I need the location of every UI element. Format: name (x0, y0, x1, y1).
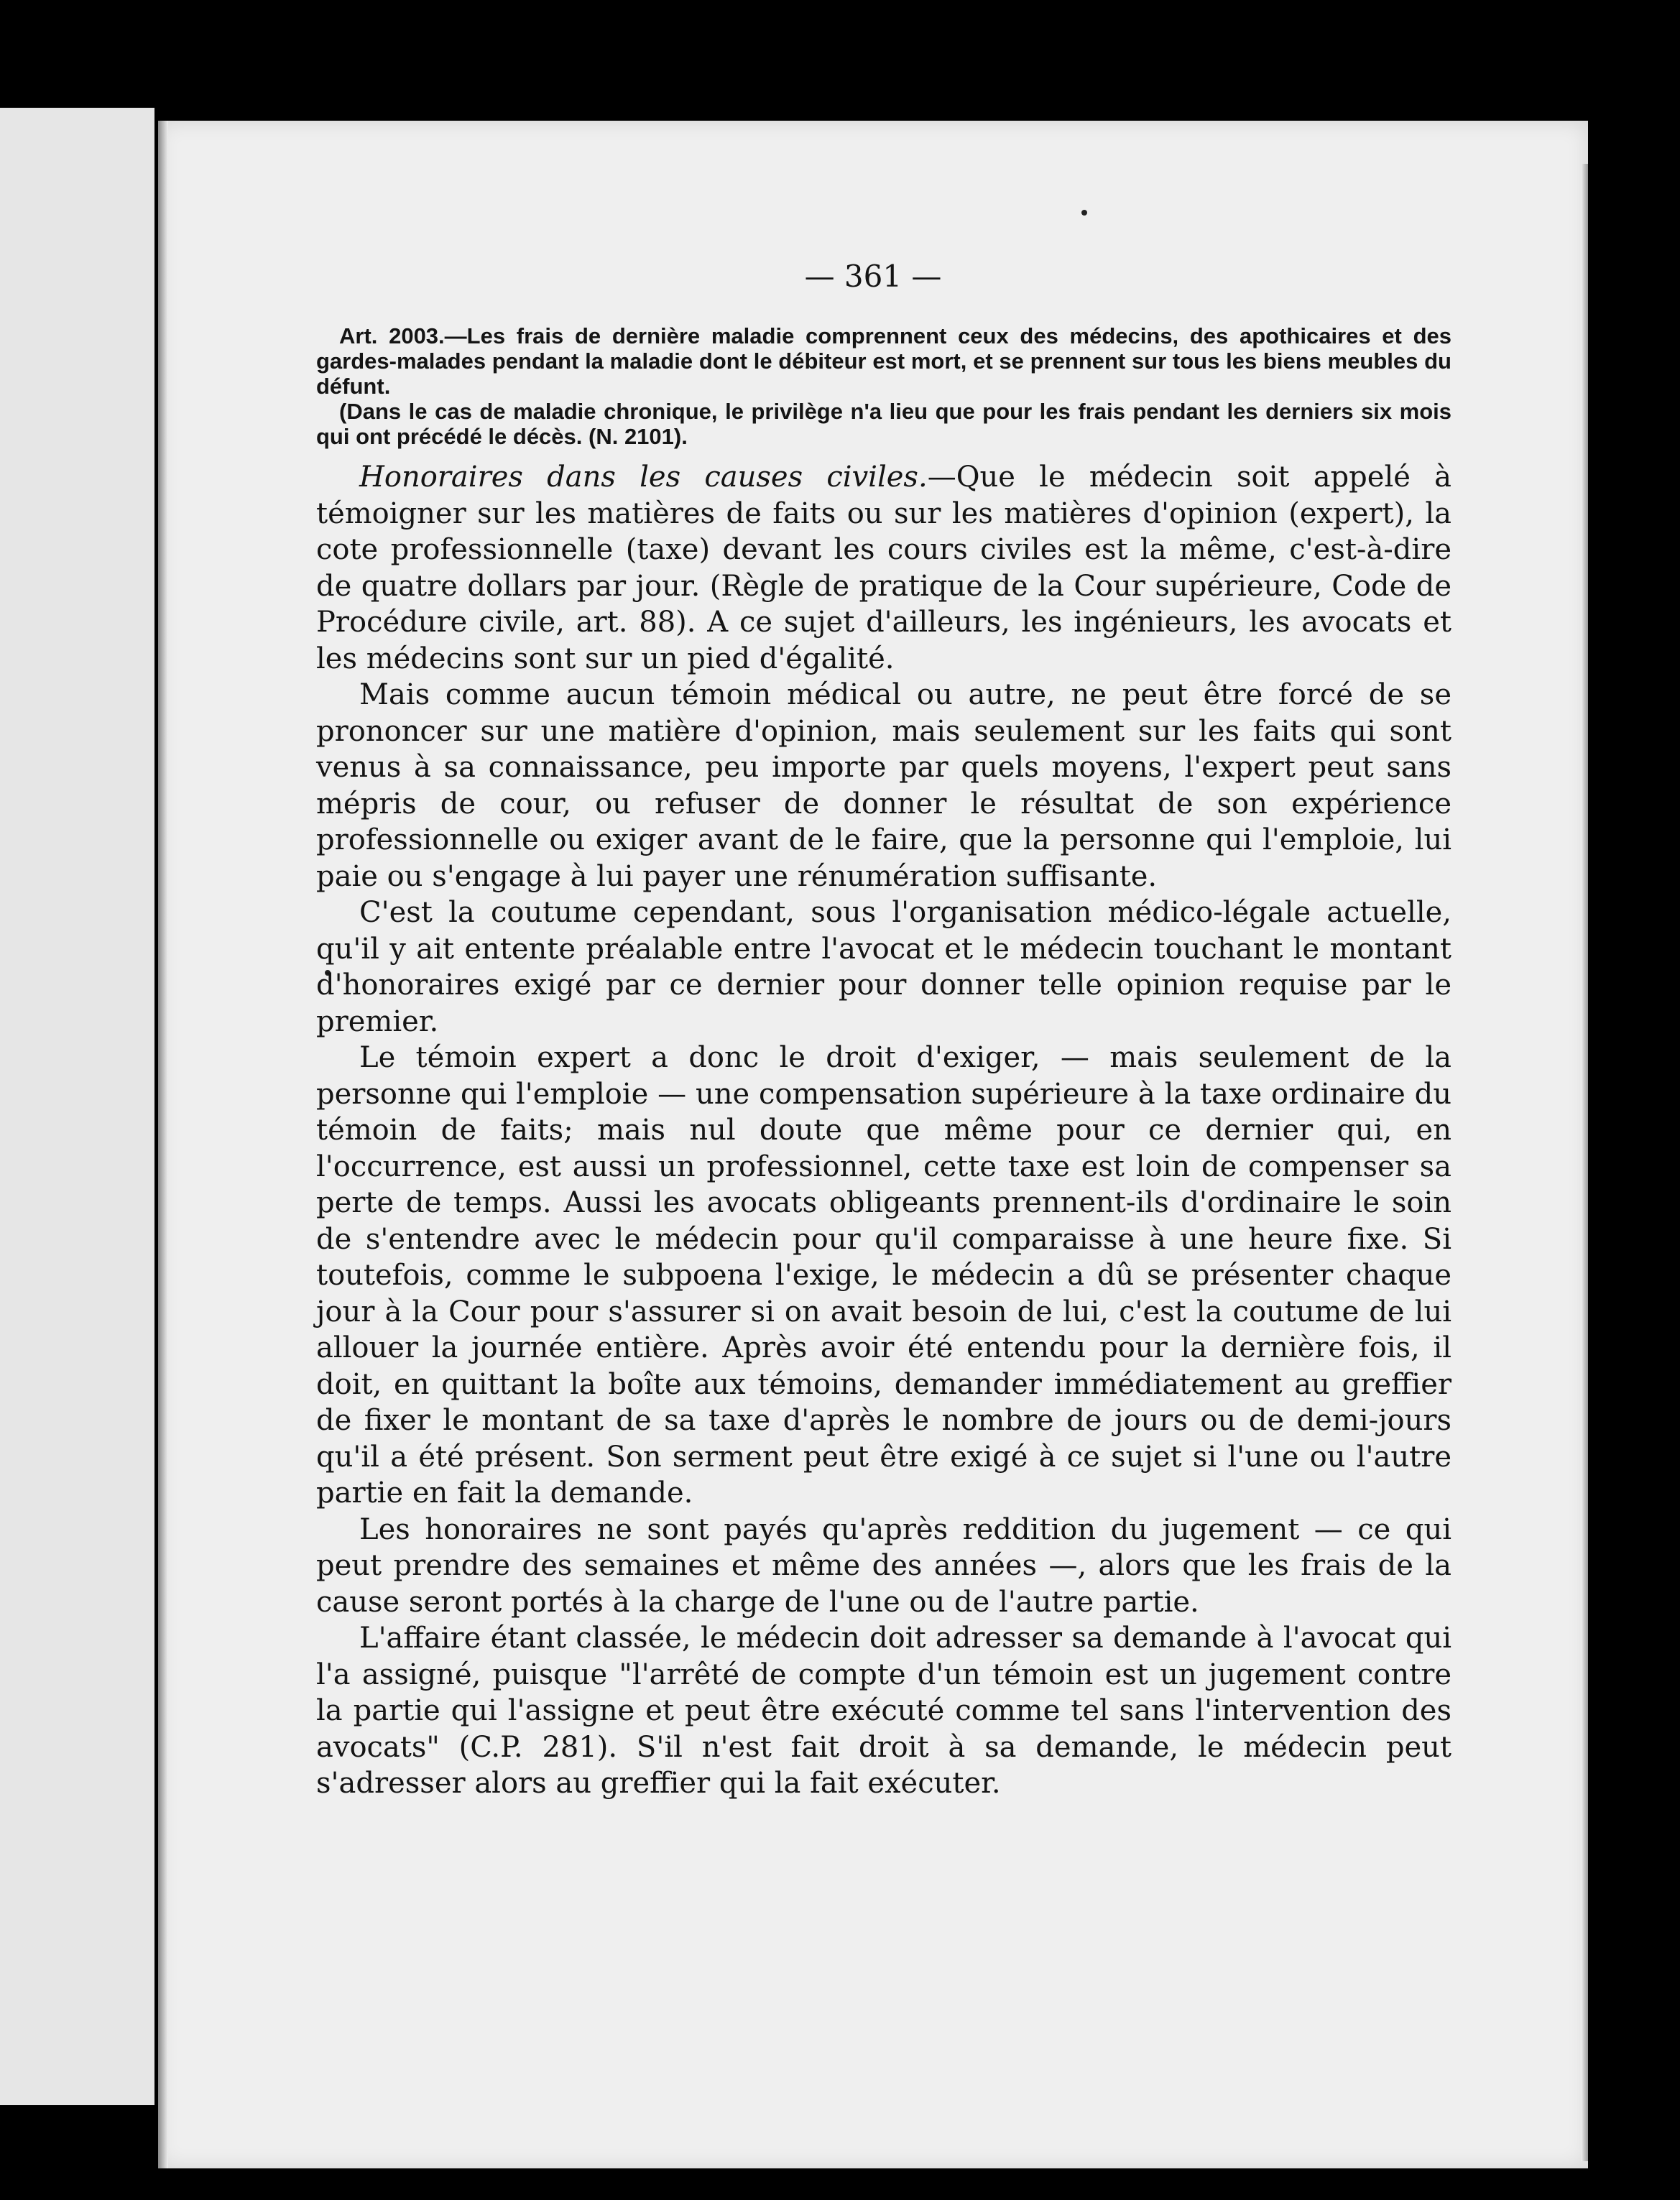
article-2003: Art. 2003.—Les frais de dernière maladie comprennent ceux des médecins, des apothicaires et des gardes-malades pendant la maladie dont le débiteur est mort, et se prennent sur tous les biens meubles du défunt. (316, 323, 1451, 399)
speck-mark (1081, 210, 1087, 216)
paragraph-honoraires (316, 459, 1451, 677)
paragraph-text: —Que le médecin soit appelé à témoigner sur les matières de faits ou sur les matières d'opinion (expert), la cote professionnelle (taxe) devant les cours civiles est la même, c'est-à-dire de quatre dollars par jour. (Règle de pratique de la Cour supérieure, Code de Procédure civile, art. 88). A ce sujet d'ailleurs, les ingénieurs, les avocats et les médecins sont sur un pied d'égalité. (316, 461, 1452, 675)
paragraph-coutume: C'est la coutume cependant, sous l'organisation médico-légale actuelle, qu'il y ait entente préalable entre l'avocat et le médecin touchant le montant d'honoraires exigé par ce dernier pour donner telle opinion requise par le premier. (316, 896, 1451, 1038)
article-note: (Dans le cas de maladie chronique, le privilège n'a lieu que pour les frais pendant les derniers six mois qui ont précédé le décès. (N. 2101). (316, 399, 1451, 449)
page-gutter-shadow (158, 121, 168, 2168)
page-right-edge (1581, 164, 1588, 2161)
left-page-edge (0, 108, 154, 2105)
page-text (316, 323, 1451, 1802)
page-number: — 361 — (804, 259, 942, 294)
paragraph-temoin-medical: Mais comme aucun témoin médical ou autre, ne peut être forcé de se prononcer sur une matière d'opinion, mais seulement sur les faits qui sont venus à sa connaissance, peu importe par quels moyens, l'expert peut sans mépris de cour, ou refuser de donner le résultat de son expérience professionnelle ou exiger avant de le faire, que la personne qui l'emploie, lui paie ou s'engage à lui payer une rénumération suffisante. (316, 678, 1451, 893)
paragraph-affaire-classee: L'affaire étant classée, le médecin doit adresser sa demande à l'avocat qui l'a assigné, puisque "l'arrêté de compte d'un témoin est un jugement contre la partie qui l'assigne et peut être exécuté comme tel sans l'intervention des avocats" (C.P. 281). S'il n'est fait droit à sa demande, le médecin peut s'adresser alors au greffier qui la fait exécuter. (316, 1622, 1451, 1800)
paragraph-honoraires-payes: Les honoraires ne sont payés qu'après reddition du jugement — ce qui peut prendre des semaines et même des années —, alors que les frais de la cause seront portés à la charge de l'une ou de l'autre partie. (316, 1512, 1451, 1619)
paragraph-heading: Honoraires dans les causes civiles. (359, 461, 928, 494)
paragraph-temoin-expert: Le témoin expert a donc le droit d'exiger, — mais seulement de la personne qui l'emploie — une compensation supérieure à la taxe ordinaire du témoin de faits; mais nul doute que même pour ce dernier qui, en l'occurrence, est aussi un professionnel, cette taxe est loin de compenser sa perte de temps. Aussi les avocats obligeants prennent-ils d'ordinaire le soin de s'entendre avec le médecin pour qu'il comparaisse à une heure fixe. Si toutefois, comme le subpoena l'exige, le médecin a dû se présenter chaque jour à la Cour pour s'assurer si on avait besoin de lui, c'est la coutume de lui allouer la journée entière. Après avoir été entendu pour la dernière fois, il doit, en quittant la boîte aux témoins, demander immédiatement au greffier de fixer le montant de sa taxe d'après le nombre de jours ou de demi-jours qu'il a été présent. Son serment peut être exigé à ce sujet si l'une ou l'autre partie en fait la demande. (316, 1041, 1451, 1510)
